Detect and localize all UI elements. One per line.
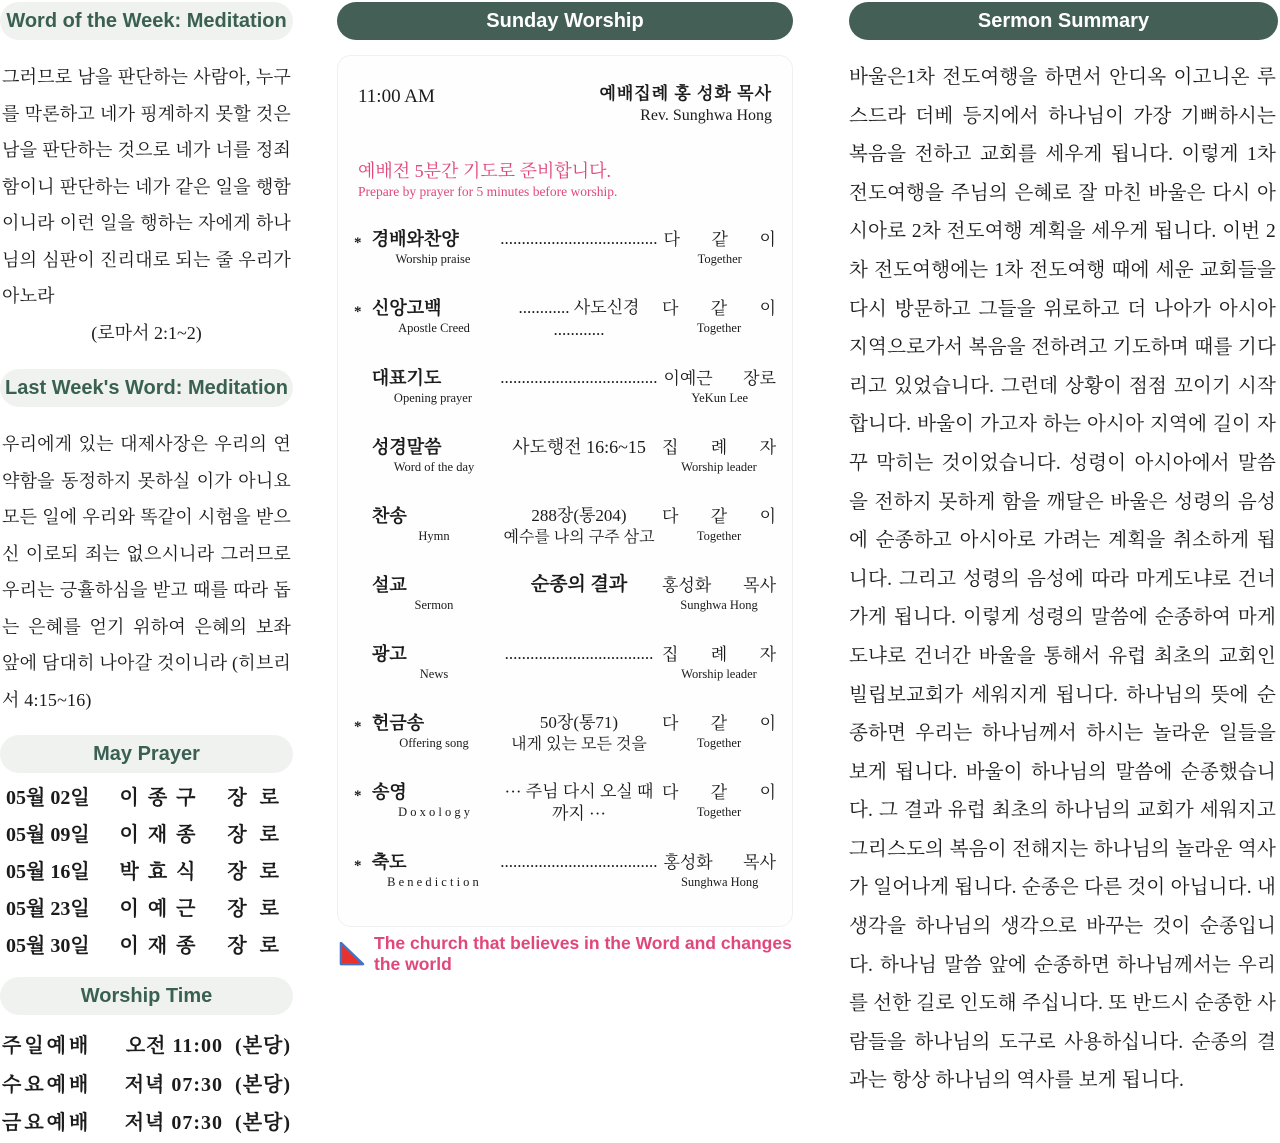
worship-time-title: Worship Time xyxy=(80,984,213,1007)
item-name-kr: 축도 xyxy=(371,852,407,872)
service-time: 오전 11:00 xyxy=(125,1035,224,1057)
item-name-en: Apostle Creed xyxy=(398,321,470,335)
item-name-kr: 대표기도 xyxy=(371,368,442,388)
prayer-note-en: Prepare by prayer for 5 minutes before worship. xyxy=(358,184,618,199)
order-item-apostle-creed xyxy=(354,297,776,341)
item-name-kr: 설교 xyxy=(372,575,407,595)
church-slogan xyxy=(337,933,793,975)
item-content: ..................................... xyxy=(500,229,658,248)
item-leader-en: Together xyxy=(696,736,742,750)
service-name: 수요예배 xyxy=(2,1073,92,1096)
service-time: 저녁 07:30 xyxy=(124,1073,224,1096)
item-name-kr: 찬송 xyxy=(372,506,407,526)
prayer-date: 05월 09일 xyxy=(6,824,90,846)
sunday-worship-title: Sunday Worship xyxy=(486,9,644,32)
order-item-news xyxy=(354,643,776,686)
sermon-summary-header xyxy=(849,2,1278,40)
prayer-note xyxy=(354,159,776,201)
item-name-en: Offering song xyxy=(399,736,469,750)
item-content: ..................................... xyxy=(500,852,658,871)
item-content: ............ 사도신경 ............ xyxy=(518,298,640,339)
worship-time-header xyxy=(0,977,293,1015)
worship-time-row xyxy=(0,1066,293,1105)
item-name-en: Worship praise xyxy=(395,252,471,266)
item-leader-kr: 다 같 이 xyxy=(662,783,776,802)
prayer-date: 05월 16일 xyxy=(6,861,90,883)
service-place: (본당) xyxy=(235,1073,291,1096)
middle-column xyxy=(337,0,793,975)
star-marker xyxy=(354,505,372,512)
item-name-en: Word of the day xyxy=(393,460,475,474)
prayer-row xyxy=(0,817,293,854)
item-leader-kr: 다 같 이 xyxy=(662,714,776,733)
item-leader-kr: 홍성화 목사 xyxy=(663,853,776,872)
prayer-name: 이 재 종 xyxy=(119,824,198,846)
sermon-summary-body: 바울은1차 전도여행을 하면서 안디옥 이고니온 루스드라 더베 등지에서 하나님이 가장 기뻐하시는 복음을 전하고 교회를 세우게 됩니다. 이렇게 1차 전도여행을 주님의 은혜로 잘 마친 바울은 다시 아시아로 2차 전도여행 계획을 세우게 됩니다. 이번 2차 전도여행에는 1차 전도여행 때에 세운 교회들을 다시 방문하고 그들을 위로하고 더 나아가 아시아 지역으로가서 복음을 전하려고 기도하며 때를 기다리고 있었습니다. 그런데 상황이 점점 꼬이기 시작합니다. 바울이 가고자 하는 아시아 지역에 길이 자꾸 막히는 것이었습니다. 성령이 아시아에서 말씀을 전하지 못하게 함을 깨달은 바울은 성령의 음성에 순종하고 아시아로 가려는 계획을 취소하게 됩니다. 그리고 성령의 음성에 따라 마게도냐로 건너가게 됩니다. 이렇게 성령의 말씀에 순종하여 마게도냐로 건너간 바울을 통해서 유럽 최초의 교회인 빌립보교회가 세워지게 됩니다. 하나님의 뜻에 순종하면 우리는 하나님께서 하시는 놀라운 일들을 보게 됩니다. 바울이 하나님의 말씀에 순종했습니다. 그 결과 유럽 최초의 하나님의 교회가 세워지고 그리스도의 복음이 전해지는 하나님의 놀라운 역사가 일어나게 됩니다. 순종은 다른 것이 아닙니다. 내 생각을 하나님의 생각으로 바꾸는 것이 순종입니다. 하나님 말씀 앞에 순종하면 하나님께서는 우리를 선한 길로 인도해 주십니다. 또 반드시 순종한 사람들을 하나님의 도구로 사용하십니다. 순종의 결과는 항상 하나님의 역사를 보게 됩니다. xyxy=(849,67,1276,1092)
item-leader-en: Together xyxy=(697,252,742,266)
item-content: ................................... xyxy=(504,644,654,663)
service-name: 금요예배 xyxy=(2,1112,92,1134)
item-leader-en: Worship leader xyxy=(681,667,757,681)
item-content-sub: 내게 있는 모든 것을 xyxy=(511,736,647,753)
worship-time-row xyxy=(0,1027,293,1066)
order-item-offering-song xyxy=(354,712,776,755)
item-name-kr: 신앙고백 xyxy=(372,298,442,318)
officiant-name-kr: 예배집례 홍 성화 목사 xyxy=(599,84,772,103)
prayer-row xyxy=(0,854,293,891)
item-leader-en: Sunghwa Hong xyxy=(680,598,758,612)
order-item-opening-prayer xyxy=(354,367,776,410)
item-leader-kr: 이예근 장로 xyxy=(663,369,776,388)
order-item-sermon xyxy=(354,574,776,617)
item-content: 사도행전 16:6~15 xyxy=(512,437,646,457)
item-leader-kr: 홍성화 목사 xyxy=(662,576,776,595)
item-content: 288장(통204) xyxy=(531,506,627,525)
star-marker: * xyxy=(354,235,362,251)
order-item-benediction xyxy=(354,851,776,894)
item-leader-kr: 집 례 자 xyxy=(662,438,776,457)
item-leader-en: Together xyxy=(696,805,742,819)
word-of-week-header xyxy=(0,2,293,40)
prayer-row xyxy=(0,891,293,928)
item-leader-en: Worship leader xyxy=(681,460,757,474)
word-of-week-body: 그러므로 남을 판단하는 사람아, 누구를 막론하고 네가 핑계하지 못할 것은 남을 판단하는 것으로 네가 너를 정죄함이니 판단하는 네가 같은 일을 행함이니라 이런 일을 행하는 자에게 하나님의 심판이 진리대로 되는 줄 우리가 아노라 xyxy=(2,67,291,306)
star-marker: * xyxy=(354,858,362,874)
prayer-title: 장 로 xyxy=(227,787,283,809)
item-content: 50장(통71) xyxy=(539,713,619,732)
worship-time-list xyxy=(0,1027,293,1143)
sermon-summary-title: Sermon Summary xyxy=(977,9,1150,32)
service-start-time: 11:00 AM xyxy=(358,86,435,107)
service-time: 저녁 07:30 xyxy=(124,1112,224,1134)
star-marker: * xyxy=(354,719,362,735)
item-name-kr: 헌금송 xyxy=(372,713,425,733)
last-week-body: 우리에게 있는 대제사장은 우리의 연약함을 동정하지 못하실 이가 아니요 모든 일에 우리와 똑같이 시험을 받으신 이로되 죄는 없으시니라 그러므로 우리는 긍휼하심을 받고 때를 따라 돕는 은혜를 얻기 위하여 은혜의 보좌 앞에 담대히 나아갈 것이니라 (히브리서 4:15~16) xyxy=(2,434,291,710)
prayer-title: 장 로 xyxy=(227,935,283,957)
item-content: ··· 주님 다시 오실 때까지 ··· xyxy=(504,782,654,823)
prayer-date: 05월 02일 xyxy=(6,787,90,809)
order-item-worship-praise xyxy=(354,228,776,271)
item-leader-en: YeKun Lee xyxy=(691,391,749,405)
item-name-kr: 경배와찬양 xyxy=(371,229,459,249)
item-content: ..................................... xyxy=(500,368,658,387)
item-leader-kr: 다 같 이 xyxy=(663,230,776,249)
flag-triangle-icon xyxy=(339,942,365,966)
item-leader-kr: 집 례 자 xyxy=(662,645,776,664)
sunday-worship-header xyxy=(337,2,793,40)
item-name-kr: 송영 xyxy=(372,782,407,802)
may-prayer-title: May Prayer xyxy=(93,742,200,765)
worship-time-row xyxy=(0,1104,293,1143)
right-column xyxy=(849,0,1278,1101)
church-slogan-text: The church that believes in the Word and changes the world xyxy=(374,933,792,974)
service-place: (본당) xyxy=(235,1112,291,1134)
item-name-kr: 광고 xyxy=(372,644,407,664)
may-prayer-list xyxy=(0,780,293,965)
item-leader-en: Sunghwa Hong xyxy=(680,875,759,889)
item-name-kr: 성경말씀 xyxy=(372,437,442,457)
word-of-week-reference: (로마서 2:1~2) xyxy=(91,322,202,343)
prayer-title: 장 로 xyxy=(227,861,283,883)
star-marker: * xyxy=(354,304,362,320)
item-name-en: Opening prayer xyxy=(393,391,473,405)
item-content-sub: 예수를 나의 구주 삼고 xyxy=(503,529,655,546)
worship-order-top xyxy=(354,82,776,127)
item-leader-kr: 다 같 이 xyxy=(662,299,776,318)
item-name-en: Sermon xyxy=(414,598,454,612)
may-prayer-header xyxy=(0,735,293,773)
sermon-title: 순종의 결과 xyxy=(530,574,628,595)
officiant-name-en: Rev. Sunghwa Hong xyxy=(640,107,772,124)
officiant-block xyxy=(599,82,772,127)
item-leader-en: Together xyxy=(696,529,742,543)
order-item-doxology xyxy=(354,781,776,825)
service-name: 주일예배 xyxy=(2,1035,92,1057)
order-item-hymn xyxy=(354,505,776,548)
word-of-week-title: Word of the Week: Meditation xyxy=(6,9,287,32)
order-item-word-of-day xyxy=(354,436,776,479)
star-marker: * xyxy=(354,788,362,804)
service-place: (본당) xyxy=(235,1035,291,1057)
prayer-name: 이 예 근 xyxy=(119,898,198,920)
item-name-en: News xyxy=(419,667,449,681)
star-marker xyxy=(354,574,372,581)
last-week-title: Last Week's Word: Meditation xyxy=(5,376,288,399)
item-name-en: Hymn xyxy=(418,529,450,543)
item-leader-kr: 다 같 이 xyxy=(662,507,776,526)
worship-order-box xyxy=(337,55,793,927)
star-marker xyxy=(354,643,372,650)
prayer-note-kr: 예배전 5분간 기도로 준비합니다. xyxy=(358,161,612,181)
prayer-title: 장 로 xyxy=(227,824,283,846)
prayer-name: 박 효 식 xyxy=(119,861,198,883)
prayer-date: 05월 23일 xyxy=(6,898,90,920)
prayer-row xyxy=(0,780,293,817)
prayer-name: 이 종 구 xyxy=(119,787,198,809)
star-marker xyxy=(354,436,372,443)
item-leader-en: Together xyxy=(696,321,742,335)
last-week-header xyxy=(0,369,293,407)
prayer-date: 05월 30일 xyxy=(6,935,90,957)
worship-order-list xyxy=(354,228,776,894)
prayer-title: 장 로 xyxy=(227,898,283,920)
left-column xyxy=(0,0,293,1143)
prayer-row xyxy=(0,928,293,965)
item-name-en: D o x o l o g y xyxy=(398,805,470,819)
item-name-en: B e n e d i c t i o n xyxy=(387,875,479,889)
prayer-name: 이 재 종 xyxy=(119,935,198,957)
star-marker xyxy=(354,367,372,374)
